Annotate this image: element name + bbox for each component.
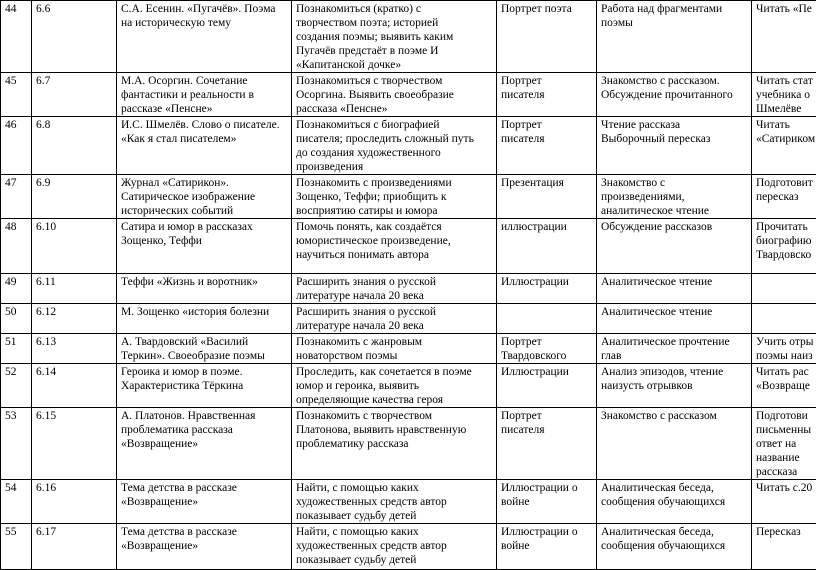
lesson-code-cell: 6.6 bbox=[32, 1, 117, 73]
topic-cell: Сатира и юмор в рассказах Зощенко, Теффи bbox=[117, 219, 292, 274]
table-row bbox=[1, 1, 816, 73]
topic-cell: А. Платонов. Нравственная проблематика рассказа «Возвращение» bbox=[117, 408, 292, 480]
lesson-number-cell: 52 bbox=[1, 364, 32, 408]
lesson-number-cell: 51 bbox=[1, 334, 32, 364]
goal-cell: Познакомить с жанровым новаторством поэмы bbox=[292, 334, 497, 364]
lesson-number-cell: 45 bbox=[1, 73, 32, 117]
topic-cell: Героика и юмор в поэме. Характеристика Тёркина bbox=[117, 364, 292, 408]
goal-cell: Познакомить с произведениями Зощенко, Теффи; приобщить к восприятию сатиры и юмора bbox=[292, 175, 497, 219]
lesson-code-cell: 6.9 bbox=[32, 175, 117, 219]
homework-cell: Читать с.20 bbox=[752, 480, 816, 524]
topic-cell: Журнал «Сатирикон». Сатирическое изображение исторических событий bbox=[117, 175, 292, 219]
lesson-code-cell: 6.10 bbox=[32, 219, 117, 274]
goal-cell: Расширить знания о русской литературе начала 20 века bbox=[292, 274, 497, 304]
homework-cell: Подготовит пересказ bbox=[752, 175, 816, 219]
lesson-code-cell: 6.7 bbox=[32, 73, 117, 117]
goal-cell: Помочь понять, как создаётся юмористическое произведение, научиться понимать автора bbox=[292, 219, 497, 274]
visual-aids-cell: Иллюстрации о войне bbox=[497, 524, 597, 570]
table-row bbox=[1, 480, 816, 524]
goal-cell: Найти, с помощью каких художественных средств автор показывает судьбу детей bbox=[292, 524, 497, 570]
topic-cell: Тема детства в рассказе «Возвращение» bbox=[117, 480, 292, 524]
visual-aids-cell: Портрет писателя bbox=[497, 117, 597, 175]
lesson-number-cell: 44 bbox=[1, 1, 32, 73]
lesson-code-cell: 6.17 bbox=[32, 524, 117, 570]
activity-cell: Аналитическая беседа, сообщения обучающихся bbox=[597, 524, 752, 570]
lesson-number-cell: 48 bbox=[1, 219, 32, 274]
lesson-code-cell: 6.15 bbox=[32, 408, 117, 480]
homework-cell: Пересказ bbox=[752, 524, 816, 570]
visual-aids-cell: Презентация bbox=[497, 175, 597, 219]
lesson-code-cell: 6.12 bbox=[32, 304, 117, 334]
table-row bbox=[1, 364, 816, 408]
topic-cell: С.А. Есенин. «Пугачёв». Поэма на историческую тему bbox=[117, 1, 292, 73]
homework-cell: Прочитать биографию Твардовско bbox=[752, 219, 816, 274]
activity-cell: Аналитическое чтение bbox=[597, 274, 752, 304]
table-row bbox=[1, 304, 816, 334]
visual-aids-cell: иллюстрации bbox=[497, 219, 597, 274]
activity-cell: Знакомство с произведениями, аналитическое чтение bbox=[597, 175, 752, 219]
lesson-code-cell: 6.16 bbox=[32, 480, 117, 524]
table-row bbox=[1, 73, 816, 117]
activity-cell: Знакомство с рассказом. Обсуждение прочитанного bbox=[597, 73, 752, 117]
lesson-code-cell: 6.8 bbox=[32, 117, 117, 175]
homework-cell: Читать «Пе bbox=[752, 1, 816, 73]
visual-aids-cell: Портрет писателя bbox=[497, 73, 597, 117]
lesson-number-cell: 50 bbox=[1, 304, 32, 334]
topic-cell: М.А. Осоргин. Сочетание фантастики и реальности в рассказе «Пенсне» bbox=[117, 73, 292, 117]
homework-cell: Подготови письменны ответ на название рассказа bbox=[752, 408, 816, 480]
lesson-code-cell: 6.14 bbox=[32, 364, 117, 408]
visual-aids-cell bbox=[497, 304, 597, 334]
topic-cell: Тема детства в рассказе «Возвращение» bbox=[117, 524, 292, 570]
activity-cell: Аналитическое прочтение глав bbox=[597, 334, 752, 364]
lesson-number-cell: 54 bbox=[1, 480, 32, 524]
lesson-number-cell: 55 bbox=[1, 524, 32, 570]
visual-aids-cell: Портрет поэта bbox=[497, 1, 597, 73]
table-row bbox=[1, 408, 816, 480]
visual-aids-cell: Иллюстрации bbox=[497, 274, 597, 304]
homework-cell: Учить отры поэмы наиз bbox=[752, 334, 816, 364]
lesson-number-cell: 49 bbox=[1, 274, 32, 304]
table-row bbox=[1, 274, 816, 304]
lesson-code-cell: 6.13 bbox=[32, 334, 117, 364]
activity-cell: Аналитическая беседа, сообщения обучающихся bbox=[597, 480, 752, 524]
table-row bbox=[1, 117, 816, 175]
visual-aids-cell: Иллюстрации bbox=[497, 364, 597, 408]
activity-cell: Анализ эпизодов, чтение наизусть отрывков bbox=[597, 364, 752, 408]
activity-cell: Обсуждение рассказов bbox=[597, 219, 752, 274]
topic-cell: М. Зощенко «история болезни bbox=[117, 304, 292, 334]
activity-cell: Чтение рассказа Выборочный пересказ bbox=[597, 117, 752, 175]
goal-cell: Познакомиться (кратко) с творчеством поэта; историей создания поэмы; выявить каким Пугачёв предстаёт в поэме И «Капитанской дочке» bbox=[292, 1, 497, 73]
topic-cell: И.С. Шмелёв. Слово о писателе. «Как я стал писателем» bbox=[117, 117, 292, 175]
goal-cell: Проследить, как сочетается в поэме юмор и героика, выявить определяющие качества героя bbox=[292, 364, 497, 408]
lesson-number-cell: 46 bbox=[1, 117, 32, 175]
goal-cell: Познакомиться с творчеством Осоргина. Выявить своеобразие рассказа «Пенсне» bbox=[292, 73, 497, 117]
goal-cell: Расширить знания о русской литературе начала 20 века bbox=[292, 304, 497, 334]
table-row bbox=[1, 175, 816, 219]
visual-aids-cell: Иллюстрации о войне bbox=[497, 480, 597, 524]
lesson-code-cell: 6.11 bbox=[32, 274, 117, 304]
homework-cell: Читать стат учебника о Шмелёве bbox=[752, 73, 816, 117]
goal-cell: Познакомить с творчеством Платонова, выявить нравственную проблематику рассказа bbox=[292, 408, 497, 480]
visual-aids-cell: Портрет Твардовского bbox=[497, 334, 597, 364]
visual-aids-cell: Портрет писателя bbox=[497, 408, 597, 480]
homework-cell bbox=[752, 304, 816, 334]
activity-cell: Работа над фрагментами поэмы bbox=[597, 1, 752, 73]
goal-cell: Найти, с помощью каких художественных средств автор показывает судьбу детей bbox=[292, 480, 497, 524]
table-row bbox=[1, 334, 816, 364]
topic-cell: А. Твардовский «Василий Теркин». Своеобразие поэмы bbox=[117, 334, 292, 364]
activity-cell: Знакомство с рассказом bbox=[597, 408, 752, 480]
lesson-number-cell: 53 bbox=[1, 408, 32, 480]
homework-cell: Читать «Сатириком bbox=[752, 117, 816, 175]
activity-cell: Аналитическое чтение bbox=[597, 304, 752, 334]
homework-cell bbox=[752, 274, 816, 304]
homework-cell: Читать рас «Возвраще bbox=[752, 364, 816, 408]
lesson-number-cell: 47 bbox=[1, 175, 32, 219]
table-row bbox=[1, 524, 816, 570]
topic-cell: Теффи «Жизнь и воротник» bbox=[117, 274, 292, 304]
table-body bbox=[1, 1, 816, 570]
table-row bbox=[1, 219, 816, 274]
goal-cell: Познакомиться с биографией писателя; проследить сложный путь до создания художественного произведения bbox=[292, 117, 497, 175]
